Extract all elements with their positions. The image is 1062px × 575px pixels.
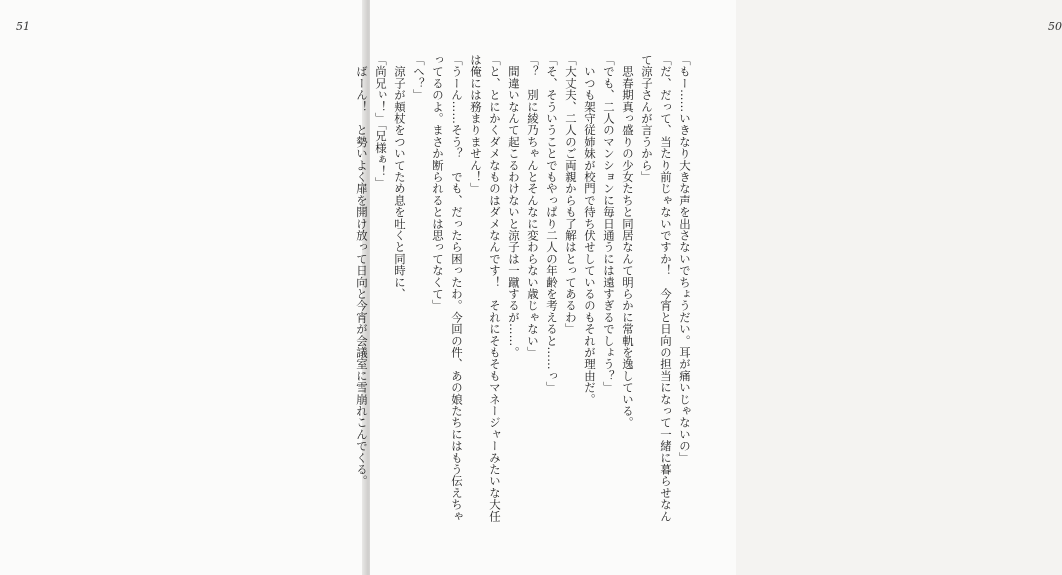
right-page-line: 「だ、だって、当たり前じゃないですか！ 今宵と日向の担当になって一緒に暮らせなん xyxy=(659,54,673,522)
left-page xyxy=(0,0,366,575)
right-page-line: 「大丈夫、二人のご両親からも了解はとってあるわ」 xyxy=(564,54,578,335)
right-page xyxy=(355,0,1062,575)
right-page-line: 「でも、二人のマンションに毎日通うには遠すぎるでしょう？」 xyxy=(602,54,616,394)
right-page-line: て涼子さんが言うから」 xyxy=(640,54,654,183)
right-page-line: 「そ、そういうことでもやっぱり二人の年齢を考えると……っ」 xyxy=(545,54,559,394)
right-page-line: 「へ？」 xyxy=(412,54,426,101)
right-page-line: ばーん！ と勢いよく扉を開け放って日向と今宵が会議室に雪崩れこんでくる。 xyxy=(355,54,369,487)
right-page-line: ってるのよ。まさか断られるとは思ってなくて」 xyxy=(431,54,445,312)
right-page-line: 「？ 別に綾乃ちゃんとそんなに変わらない歳じゃない」 xyxy=(526,54,540,359)
right-page-line: 涼子が頬杖をついてため息を吐くと同時に、 xyxy=(393,54,407,300)
page-number-left: 51 xyxy=(16,20,30,33)
right-page-body xyxy=(352,54,694,524)
right-page-line: 間違いなんて起こるわけないと涼子は一蹴するが……。 xyxy=(507,54,521,359)
right-page-line: は俺には務まりません！」 xyxy=(469,54,483,195)
right-page-line: 思春期真っ盛りの少女たちと同居なんて明らかに常軌を逸している。 xyxy=(621,54,635,429)
right-page-line: 「もー……いきなり大きな声を出さないでちょうだい。耳が痛いじゃないの」 xyxy=(678,54,692,464)
page-number-right: 50 xyxy=(1048,20,1062,33)
right-page-line: 「尚兄ぃ！」「兄様ぁ！」 xyxy=(374,54,388,189)
right-page-line: 「うーん……そう？ でも、だったら困ったわ。今回の件、あの娘たちにはもう伝えちゃ xyxy=(450,54,464,522)
right-page-line: いつも架守従姉妹が校門で待ち伏せしているのもそれが理由だ。 xyxy=(583,54,597,405)
right-page-line: 「と、とにかくダメなものはダメなんです！ それにそもそもマネージャーみたいな大任 xyxy=(488,54,502,522)
